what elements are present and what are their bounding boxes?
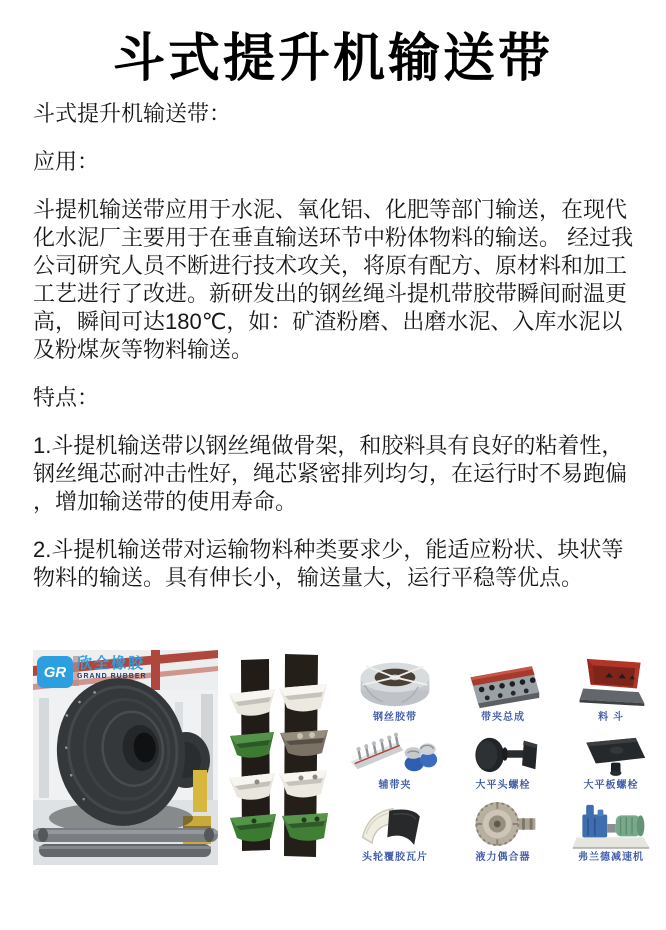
logo-name-en: GRAND RUBBER	[77, 673, 147, 680]
feature-item-1: 1.斗提机输送带以钢丝绳做骨架，和胶料具有良好的粘着性，钢丝绳芯耐冲击性好，绳芯紧密排列均匀，在运行时不易跑偏，增加输送带的使用寿命。	[33, 433, 628, 514]
flender-reducer-icon	[569, 799, 653, 849]
feature-item-2: 2.斗提机输送带对运输物料种类要求少，能适应粉状、块状等物料的输送。具有伸长小，输送量大，运行平稳等优点。	[33, 537, 624, 590]
hopper-icon	[574, 655, 648, 709]
intro-label: 斗式提升机输送带：	[33, 101, 232, 126]
features-label: 特点：	[33, 385, 100, 410]
product-grid	[341, 651, 665, 863]
product-label: 带夹总成	[481, 712, 525, 723]
application-paragraph: 斗提机输送带应用于水泥、氧化铝、化肥等部门输送，在现代化水泥厂主要用于在垂直输送环节中粉体物料的输送。 经过我公司研究人员不断进行技术攻关，将原有配方、原材料和加工工艺进行了改进。新研发出的钢丝绳斗提机带胶带瞬间耐温更高，瞬间可达180℃，如：矿渣粉磨、出磨水泥、入库水泥以及粉煤灰等物料输送。	[33, 197, 634, 362]
steel-cord-belt-roll-icon	[353, 657, 437, 709]
rubber-lagging-tiles-icon	[353, 799, 437, 849]
flat-plate-bolt-icon	[573, 733, 649, 777]
fluid-coupling-icon	[463, 799, 543, 849]
product-flat-head-bolt	[449, 723, 557, 791]
product-label: 头轮覆胶瓦片	[362, 852, 428, 863]
application-label: 应用：	[33, 149, 100, 174]
product-label: 辅带夹	[378, 780, 412, 791]
product-hopper	[557, 651, 665, 723]
aux-belt-clamp-icon	[349, 729, 441, 777]
product-label: 液力偶合器	[475, 852, 531, 863]
product-label: 大平板螺栓	[583, 780, 639, 791]
logo-text	[77, 656, 147, 680]
product-aux-belt-clamp	[341, 723, 449, 791]
image-gallery	[0, 648, 666, 878]
belt-roll-factory-photo	[33, 650, 218, 865]
product-label: 大平头螺栓	[475, 780, 531, 791]
elevator-buckets-photo	[225, 652, 331, 860]
product-label: 料 斗	[598, 712, 624, 723]
product-fluid-coupling	[449, 791, 557, 863]
logo-monogram-icon: GR	[37, 656, 73, 688]
product-label: 弗兰德减速机	[578, 852, 644, 863]
company-logo	[37, 656, 147, 688]
flat-head-bolt-icon	[463, 731, 543, 777]
article-body	[33, 100, 639, 612]
elevator-buckets-illustration	[225, 652, 331, 860]
product-flat-plate-bolt	[557, 723, 665, 791]
product-flender-reducer	[557, 791, 665, 863]
product-belt-clamp-assembly	[449, 651, 557, 723]
belt-clamp-assembly-icon	[461, 657, 545, 709]
page-title: 斗式提升机输送带	[112, 30, 553, 88]
product-steel-cord-belt	[341, 651, 449, 723]
product-rubber-lagging-tiles	[341, 791, 449, 863]
logo-name-cn: 欣全橡胶	[77, 655, 146, 672]
product-label: 钢丝胶带	[373, 712, 417, 723]
